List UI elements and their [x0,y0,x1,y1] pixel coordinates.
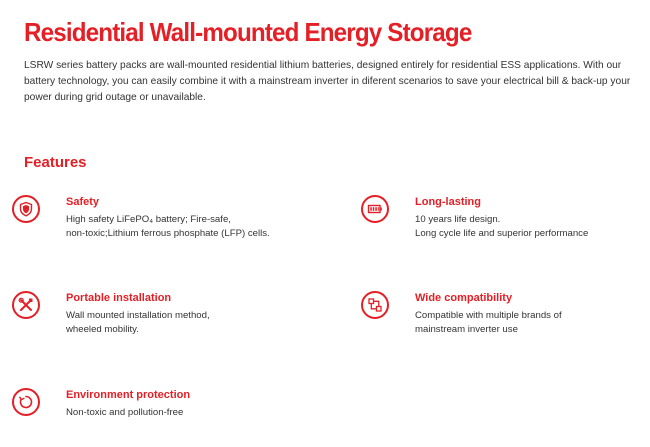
feature-portable-title: Portable installation [66,292,172,304]
feature-compatibility-desc-line1: Compatible with multiple brands of [415,310,562,321]
feature-long-lasting-title: Long-lasting [415,196,481,208]
cycle-icon [12,388,40,416]
feature-safety-desc-line2: non-toxic;Lithium ferrous phosphate (LFP) cells. [66,228,270,239]
feature-compatibility-desc [415,309,562,337]
feature-long-lasting-desc-line2: Long cycle life and superior performance [415,228,589,239]
feature-portable-desc-line1: Wall mounted installation method, [66,310,210,321]
battery-icon [361,195,389,223]
feature-portable-installation [12,291,332,341]
feature-long-lasting-desc-line1: 10 years life design. [415,214,501,225]
features-heading: Features [24,154,87,171]
page-title: Residential Wall-mounted Energy Storage [24,17,472,47]
feature-long-lasting-desc [415,213,588,241]
feature-safety-desc [66,213,270,241]
feature-environment-desc-line1: Non-toxic and pollution-free [66,407,184,418]
feature-wide-compatibility [361,291,641,341]
feature-environment-title: Environment protection [66,389,191,401]
intro-paragraph: LSRW series battery packs are wall-mounted residential lithium batteries, designed entirely for residential ESS applications. With our battery technology, you can easily combine it with a mainstream inverter in diferent scenarios to save your electrical bill & back-up your power during grid outage or unavailable. [24,60,631,103]
feature-long-lasting [361,195,641,245]
feature-portable-desc-line2: wheeled mobility. [66,324,139,335]
feature-safety-title: Safety [66,196,100,208]
tools-icon [12,291,40,319]
shield-icon [12,195,40,223]
feature-compatibility-title: Wide compatibility [415,292,513,304]
feature-environment-protection [12,388,332,428]
feature-environment-desc [66,406,183,420]
feature-safety-desc-line1: High safety LiFePO₄ battery; Fire-safe, [66,214,231,225]
feature-safety [12,195,332,245]
feature-compatibility-desc-line2: mainstream inverter use [415,324,518,335]
feature-portable-desc [66,309,210,337]
connection-icon [361,291,389,319]
